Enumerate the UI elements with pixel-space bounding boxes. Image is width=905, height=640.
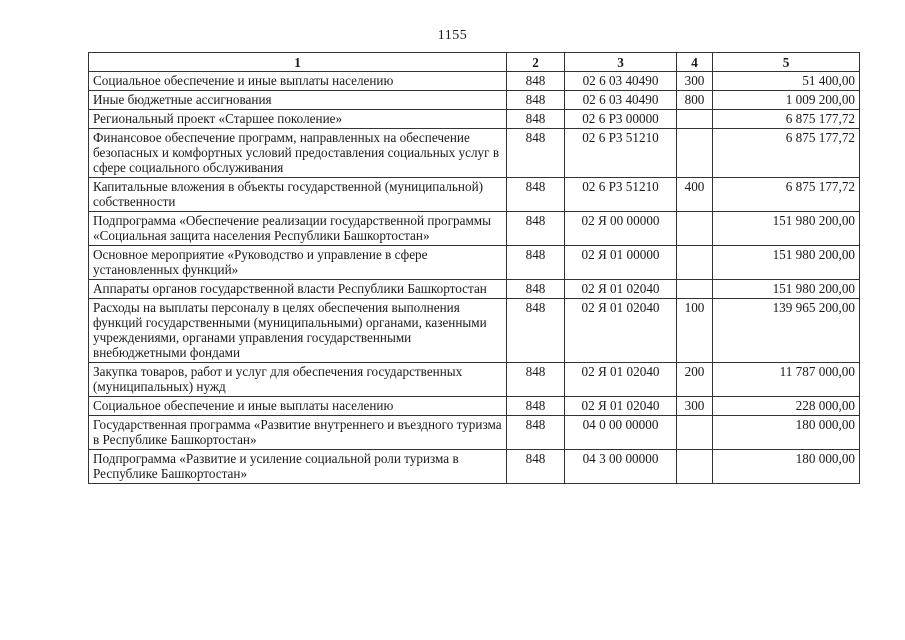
- row-target-article-cell: 02 Я 01 02040: [565, 299, 677, 363]
- row-amount-cell: 151 980 200,00: [713, 246, 860, 280]
- row-amount-cell: 1 009 200,00: [713, 91, 860, 110]
- row-target-article-cell: 02 6 P3 51210: [565, 129, 677, 178]
- row-amount-cell: 51 400,00: [713, 72, 860, 91]
- row-expense-type-cell: [677, 450, 713, 484]
- row-target-article-cell: 02 Я 01 00000: [565, 246, 677, 280]
- table-row: [89, 91, 860, 110]
- row-expense-type-cell: [677, 416, 713, 450]
- row-name-cell: Подпрограмма «Обеспечение реализации государственной программы «Социальная защита населения Республики Башкортостан»: [89, 212, 507, 246]
- table-row: [89, 178, 860, 212]
- row-amount-cell: 6 875 177,72: [713, 178, 860, 212]
- row-amount-cell: 228 000,00: [713, 397, 860, 416]
- table-row: [89, 72, 860, 91]
- row-name-cell: Основное мероприятие «Руководство и управление в сфере установленных функций»: [89, 246, 507, 280]
- budget-table: [88, 52, 860, 484]
- row-dept-cell: 848: [507, 72, 565, 91]
- row-name-cell: Социальное обеспечение и иные выплаты населению: [89, 397, 507, 416]
- row-target-article-cell: 02 Я 01 02040: [565, 280, 677, 299]
- page-number: 1155: [437, 28, 468, 43]
- table-row: [89, 129, 860, 178]
- table-row: [89, 280, 860, 299]
- column-header-dept: 2: [507, 53, 565, 72]
- row-target-article-cell: 02 Я 00 00000: [565, 212, 677, 246]
- table-row: [89, 212, 860, 246]
- row-dept-cell: 848: [507, 416, 565, 450]
- row-name-cell: Государственная программа «Развитие внутреннего и въездного туризма в Республике Башкортостан»: [89, 416, 507, 450]
- row-expense-type-cell: [677, 246, 713, 280]
- row-name-cell: Финансовое обеспечение программ, направленных на обеспечение безопасных и комфортных условий предоставления социальных услуг в сфере социального обслуживания: [89, 129, 507, 178]
- row-name-cell: Региональный проект «Старшее поколение»: [89, 110, 507, 129]
- row-target-article-cell: 02 6 P3 00000: [565, 110, 677, 129]
- row-expense-type-cell: [677, 280, 713, 299]
- table-row: [89, 397, 860, 416]
- row-dept-cell: 848: [507, 450, 565, 484]
- row-amount-cell: 139 965 200,00: [713, 299, 860, 363]
- row-name-cell: Капитальные вложения в объекты государственной (муниципальной) собственности: [89, 178, 507, 212]
- table-row: [89, 450, 860, 484]
- row-dept-cell: 848: [507, 363, 565, 397]
- row-amount-cell: 180 000,00: [713, 416, 860, 450]
- row-expense-type-cell: 400: [677, 178, 713, 212]
- row-amount-cell: 6 875 177,72: [713, 110, 860, 129]
- row-expense-type-cell: [677, 110, 713, 129]
- row-amount-cell: 180 000,00: [713, 450, 860, 484]
- table-row: [89, 246, 860, 280]
- row-dept-cell: 848: [507, 299, 565, 363]
- row-target-article-cell: 04 3 00 00000: [565, 450, 677, 484]
- row-target-article-cell: 02 Я 01 02040: [565, 363, 677, 397]
- row-expense-type-cell: 100: [677, 299, 713, 363]
- row-dept-cell: 848: [507, 280, 565, 299]
- column-header-name: 1: [89, 53, 507, 72]
- row-expense-type-cell: 200: [677, 363, 713, 397]
- row-dept-cell: 848: [507, 178, 565, 212]
- row-expense-type-cell: 800: [677, 91, 713, 110]
- column-header-amount: 5: [713, 53, 860, 72]
- row-dept-cell: 848: [507, 91, 565, 110]
- row-dept-cell: 848: [507, 110, 565, 129]
- table-row: [89, 110, 860, 129]
- row-amount-cell: 11 787 000,00: [713, 363, 860, 397]
- row-target-article-cell: 02 6 03 40490: [565, 91, 677, 110]
- row-expense-type-cell: [677, 129, 713, 178]
- row-name-cell: Аппараты органов государственной власти Республики Башкортостан: [89, 280, 507, 299]
- row-amount-cell: 6 875 177,72: [713, 129, 860, 178]
- column-header-target-article: 3: [565, 53, 677, 72]
- row-dept-cell: 848: [507, 129, 565, 178]
- row-target-article-cell: 02 6 P3 51210: [565, 178, 677, 212]
- table-row: [89, 299, 860, 363]
- table-row: [89, 416, 860, 450]
- row-dept-cell: 848: [507, 397, 565, 416]
- row-expense-type-cell: 300: [677, 397, 713, 416]
- row-name-cell: Расходы на выплаты персоналу в целях обеспечения выполнения функций государственными (муниципальными) органами, казенными учреждениями, органами управления государственными внебюджетными фондами: [89, 299, 507, 363]
- row-name-cell: Закупка товаров, работ и услуг для обеспечения государственных (муниципальных) нужд: [89, 363, 507, 397]
- row-amount-cell: 151 980 200,00: [713, 280, 860, 299]
- row-dept-cell: 848: [507, 212, 565, 246]
- row-target-article-cell: 02 Я 01 02040: [565, 397, 677, 416]
- row-target-article-cell: 02 6 03 40490: [565, 72, 677, 91]
- row-name-cell: Иные бюджетные ассигнования: [89, 91, 507, 110]
- row-target-article-cell: 04 0 00 00000: [565, 416, 677, 450]
- row-amount-cell: 151 980 200,00: [713, 212, 860, 246]
- row-dept-cell: 848: [507, 246, 565, 280]
- table-header-row: [89, 53, 860, 72]
- column-header-expense-type: 4: [677, 53, 713, 72]
- table-row: [89, 363, 860, 397]
- row-name-cell: Подпрограмма «Развитие и усиление социальной роли туризма в Республике Башкортостан»: [89, 450, 507, 484]
- row-expense-type-cell: [677, 212, 713, 246]
- row-name-cell: Социальное обеспечение и иные выплаты населению: [89, 72, 507, 91]
- row-expense-type-cell: 300: [677, 72, 713, 91]
